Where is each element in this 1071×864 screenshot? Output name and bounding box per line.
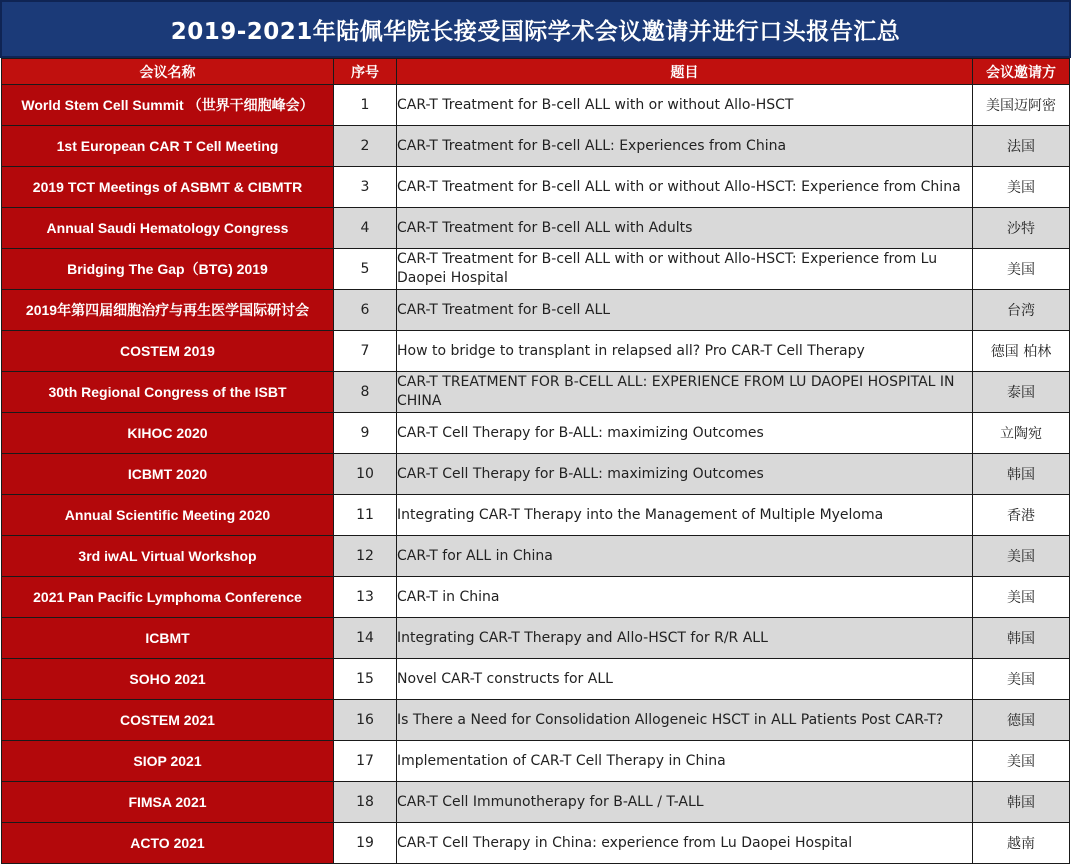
table-row (2, 331, 1070, 372)
conference-cell: SOHO 2021 (2, 659, 334, 700)
number-cell: 6 (334, 290, 397, 331)
table-row (2, 618, 1070, 659)
conference-cell: 1st European CAR T Cell Meeting (2, 126, 334, 167)
conference-cell: ICBMT 2020 (2, 454, 334, 495)
number-cell: 17 (334, 741, 397, 782)
topic-cell: CAR-T for ALL in China (397, 536, 973, 577)
inviter-cell: 美国 (973, 741, 1070, 782)
table-row (2, 167, 1070, 208)
topic-cell: CAR-T TREATMENT FOR B-CELL ALL: EXPERIENCE FROM LU DAOPEI HOSPITAL IN CHINA (397, 372, 973, 413)
table-row (2, 85, 1070, 126)
table-row (2, 249, 1070, 290)
table-row (2, 741, 1070, 782)
number-cell: 10 (334, 454, 397, 495)
topic-cell: Implementation of CAR-T Cell Therapy in China (397, 741, 973, 782)
inviter-cell: 美国迈阿密 (973, 85, 1070, 126)
topic-cell: How to bridge to transplant in relapsed all? Pro CAR-T Cell Therapy (397, 331, 973, 372)
inviter-cell: 泰国 (973, 372, 1070, 413)
conference-cell: 2019年第四届细胞治疗与再生医学国际研讨会 (2, 290, 334, 331)
number-cell: 13 (334, 577, 397, 618)
column-header-number: 序号 (334, 59, 397, 85)
topic-cell: CAR-T in China (397, 577, 973, 618)
inviter-cell: 台湾 (973, 290, 1070, 331)
inviter-cell: 美国 (973, 167, 1070, 208)
inviter-cell: 韩国 (973, 782, 1070, 823)
table-row (2, 536, 1070, 577)
conference-cell: ICBMT (2, 618, 334, 659)
table-row (2, 290, 1070, 331)
inviter-cell: 美国 (973, 249, 1070, 290)
header-row (2, 59, 1070, 85)
topic-cell: CAR-T Cell Therapy in China: experience from Lu Daopei Hospital (397, 823, 973, 864)
topic-cell: CAR-T Cell Therapy for B-ALL: maximizing Outcomes (397, 454, 973, 495)
inviter-cell: 越南 (973, 823, 1070, 864)
conference-cell: COSTEM 2019 (2, 331, 334, 372)
inviter-cell: 美国 (973, 536, 1070, 577)
table-row (2, 700, 1070, 741)
number-cell: 5 (334, 249, 397, 290)
number-cell: 8 (334, 372, 397, 413)
conference-cell: 2021 Pan Pacific Lymphoma Conference (2, 577, 334, 618)
conference-cell: Annual Saudi Hematology Congress (2, 208, 334, 249)
conference-cell: KIHOC 2020 (2, 413, 334, 454)
topic-cell: CAR-T Cell Immunotherapy for B-ALL / T-ALL (397, 782, 973, 823)
number-cell: 11 (334, 495, 397, 536)
number-cell: 1 (334, 85, 397, 126)
number-cell: 7 (334, 331, 397, 372)
conference-cell: World Stem Cell Summit （世界干细胞峰会） (2, 85, 334, 126)
conference-cell: Bridging The Gap（BTG) 2019 (2, 249, 334, 290)
table-row (2, 495, 1070, 536)
inviter-cell: 德国 (973, 700, 1070, 741)
inviter-cell: 韩国 (973, 454, 1070, 495)
number-cell: 2 (334, 126, 397, 167)
topic-cell: Integrating CAR-T Therapy into the Management of Multiple Myeloma (397, 495, 973, 536)
topic-cell: CAR-T Treatment for B-cell ALL with or without Allo-HSCT: Experience from China (397, 167, 973, 208)
inviter-cell: 韩国 (973, 618, 1070, 659)
topic-cell: Novel CAR-T constructs for ALL (397, 659, 973, 700)
number-cell: 15 (334, 659, 397, 700)
number-cell: 14 (334, 618, 397, 659)
conference-cell: Annual Scientific Meeting 2020 (2, 495, 334, 536)
inviter-cell: 香港 (973, 495, 1070, 536)
topic-cell: Is There a Need for Consolidation Allogeneic HSCT in ALL Patients Post CAR-T? (397, 700, 973, 741)
number-cell: 19 (334, 823, 397, 864)
conference-cell: COSTEM 2021 (2, 700, 334, 741)
inviter-cell: 美国 (973, 577, 1070, 618)
topic-cell: CAR-T Treatment for B-cell ALL with or without Allo-HSCT (397, 85, 973, 126)
column-header-topic: 题目 (397, 59, 973, 85)
inviter-cell: 法国 (973, 126, 1070, 167)
conference-cell: 30th Regional Congress of the ISBT (2, 372, 334, 413)
inviter-cell: 德国 柏林 (973, 331, 1070, 372)
table-row (2, 823, 1070, 864)
number-cell: 12 (334, 536, 397, 577)
conference-cell: 3rd iwAL Virtual Workshop (2, 536, 334, 577)
topic-cell: Integrating CAR-T Therapy and Allo-HSCT for R/R ALL (397, 618, 973, 659)
inviter-cell: 沙特 (973, 208, 1070, 249)
table-row (2, 413, 1070, 454)
topic-cell: CAR-T Treatment for B-cell ALL with or without Allo-HSCT: Experience from Lu Daopei Hospital (397, 249, 973, 290)
table-row (2, 126, 1070, 167)
conference-cell: SIOP 2021 (2, 741, 334, 782)
topic-cell: CAR-T Treatment for B-cell ALL with Adults (397, 208, 973, 249)
table-row (2, 577, 1070, 618)
column-header-inviter: 会议邀请方 (973, 59, 1070, 85)
topic-cell: CAR-T Treatment for B-cell ALL: Experiences from China (397, 126, 973, 167)
page-title: 2019-2021年陆佩华院长接受国际学术会议邀请并进行口头报告汇总 (0, 0, 1071, 58)
number-cell: 4 (334, 208, 397, 249)
conference-table (1, 58, 1070, 864)
number-cell: 9 (334, 413, 397, 454)
table-row (2, 372, 1070, 413)
number-cell: 18 (334, 782, 397, 823)
table-row (2, 208, 1070, 249)
inviter-cell: 美国 (973, 659, 1070, 700)
topic-cell: CAR-T Treatment for B-cell ALL (397, 290, 973, 331)
column-header-conference: 会议名称 (2, 59, 334, 85)
table-row (2, 782, 1070, 823)
conference-cell: 2019 TCT Meetings of ASBMT & CIBMTR (2, 167, 334, 208)
number-cell: 16 (334, 700, 397, 741)
conference-cell: ACTO 2021 (2, 823, 334, 864)
inviter-cell: 立陶宛 (973, 413, 1070, 454)
table-row (2, 659, 1070, 700)
conference-cell: FIMSA 2021 (2, 782, 334, 823)
topic-cell: CAR-T Cell Therapy for B-ALL: maximizing Outcomes (397, 413, 973, 454)
table-row (2, 454, 1070, 495)
number-cell: 3 (334, 167, 397, 208)
